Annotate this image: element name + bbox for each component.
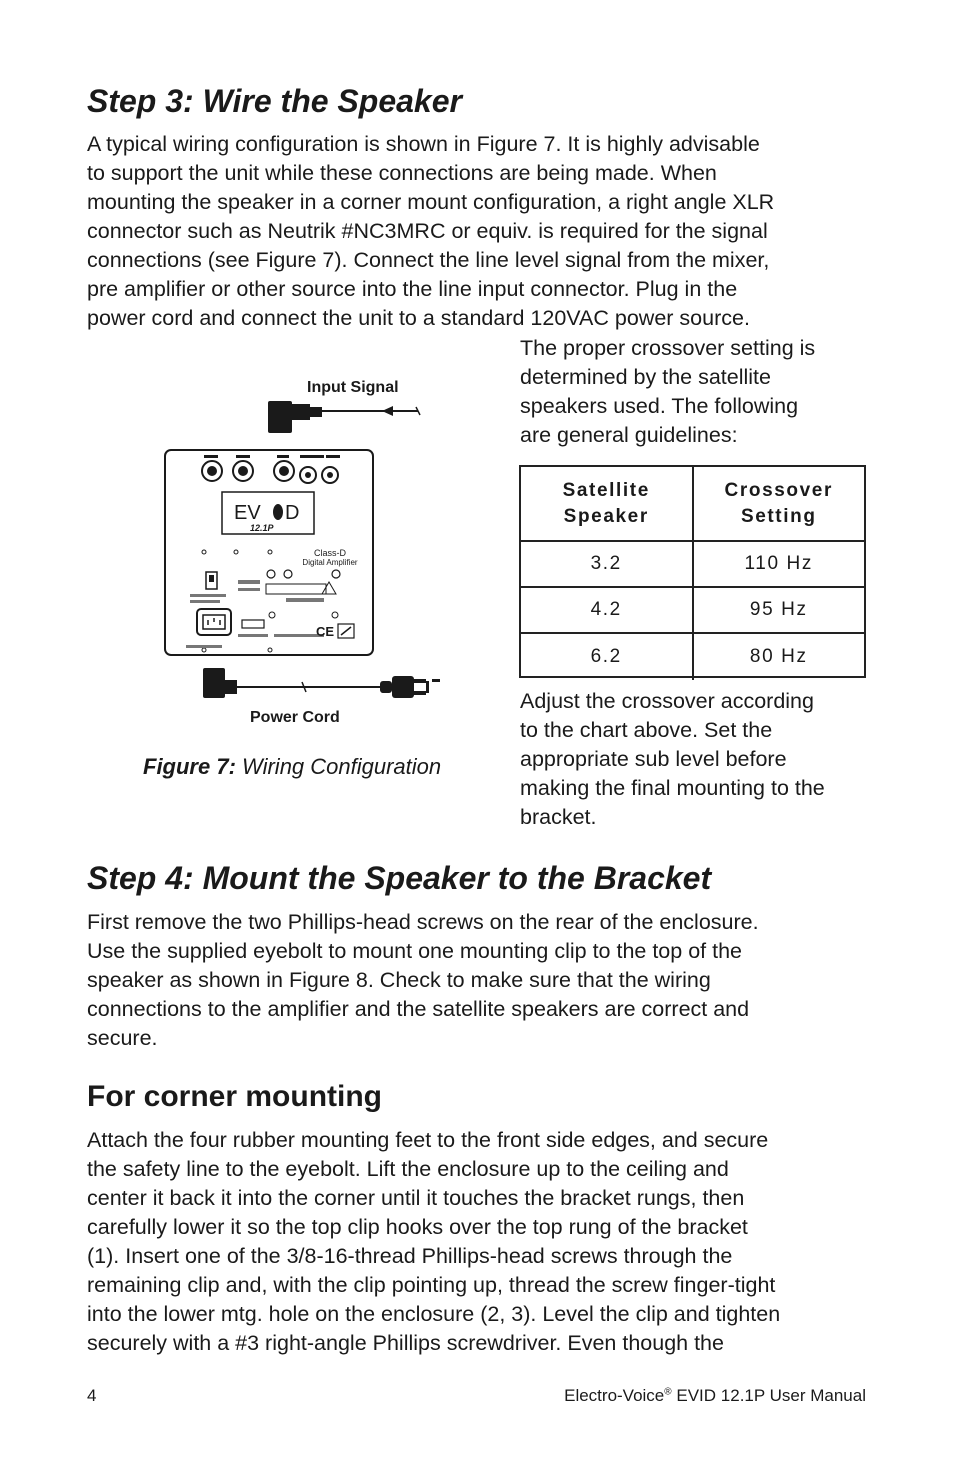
corner-mounting-paragraph: [87, 1126, 877, 1358]
ce-mark-icon: CE: [316, 624, 335, 639]
text-line: making the final mounting to the: [520, 776, 825, 800]
text-line: to support the unit while these connections are being made. When: [87, 161, 717, 185]
panel-model-text: 12.1P: [250, 523, 274, 533]
figure-caption-text: Wiring Configuration: [235, 754, 442, 779]
text-line: secure.: [87, 1026, 158, 1050]
header-line: Satellite: [562, 479, 650, 501]
input-signal-label: Input Signal: [307, 379, 399, 396]
panel-logo-text: EV: [234, 502, 261, 524]
step3-heading: Step 3: Wire the Speaker: [87, 83, 462, 119]
figure-caption-label: Figure 7:: [143, 754, 236, 779]
power-cord-icon: [203, 668, 440, 698]
corner-mounting-heading: For corner mounting: [87, 1080, 382, 1113]
text-line: remaining clip and, with the clip pointing up, thread the screw finger-tight: [87, 1273, 776, 1297]
step4-heading: Step 4: Mount the Speaker to the Bracket: [87, 860, 712, 896]
footer-brand: Electro-Voice: [564, 1386, 665, 1405]
table-cell: 3.2: [521, 542, 694, 586]
step4-paragraph: [87, 908, 877, 1053]
table-cell: 6.2: [521, 634, 694, 680]
panel-amp-text: Class-D: [313, 548, 347, 558]
text-line: into the lower mtg. hole on the enclosure (2, 3). Level the clip and tighten: [87, 1302, 781, 1326]
table-cell: 110 Hz: [744, 553, 813, 574]
text-line: connections to the amplifier and the satellite speakers are correct and: [87, 997, 750, 1021]
header-line: Crossover: [724, 479, 833, 501]
text-line: are general guidelines:: [520, 423, 738, 447]
text-line: Use the supplied eyebolt to mount one mounting clip to the top of the: [87, 939, 742, 963]
text-line: bracket.: [520, 805, 597, 829]
amplifier-rear-panel: [165, 450, 373, 655]
text-line: Adjust the crossover according: [520, 689, 814, 713]
text-line: to the chart above. Set the: [520, 718, 773, 742]
text-line: speakers used. The following: [520, 394, 799, 418]
text-line: determined by the satellite: [520, 365, 771, 389]
text-line: power cord and connect the unit to a standard 120VAC power source.: [87, 306, 750, 330]
text-line: speaker as shown in Figure 8. Check to make sure that the wiring: [87, 968, 711, 992]
panel-logo-mark: [273, 504, 283, 520]
text-line: carefully lower it so the top clip hooks over the top rung of the bracket: [87, 1215, 748, 1239]
table-row: [521, 588, 864, 634]
registered-mark: ®: [664, 1386, 672, 1398]
text-line: A typical wiring configuration is shown in Figure 7. It is highly advisable: [87, 132, 760, 156]
figure-caption: [143, 754, 441, 780]
text-line: The proper crossover setting is: [520, 336, 816, 360]
text-line: First remove the two Phillips-head screws on the rear of the enclosure.: [87, 910, 759, 934]
text-line: the safety line to the eyebolt. Lift the enclosure up to the ceiling and: [87, 1157, 729, 1181]
text-line: appropriate sub level before: [520, 747, 787, 771]
header-line: Setting: [740, 505, 817, 527]
step3-paragraph: [87, 130, 877, 333]
table-cell: 80 Hz: [749, 646, 808, 667]
table-row: [521, 634, 864, 680]
text-line: pre amplifier or other source into the line input connector. Plug in the: [87, 277, 738, 301]
table-cell: 95 Hz: [749, 599, 808, 620]
crossover-intro: [520, 334, 870, 450]
text-line: securely with a #3 right-angle Phillips screwdriver. Even though the: [87, 1331, 724, 1355]
text-line: (1). Insert one of the 3/8-16-thread Phillips-head screws through the: [87, 1244, 733, 1268]
panel-amp-text: Digital Amplifier: [302, 558, 358, 567]
crossover-table: [519, 465, 866, 678]
text-line: Attach the four rubber mounting feet to the front side edges, and secure: [87, 1128, 769, 1152]
page-number: 4: [87, 1386, 97, 1405]
crossover-adjust-paragraph: [520, 687, 870, 832]
text-line: center it back it into the corner until it touches the bracket rungs, then: [87, 1186, 745, 1210]
wiring-diagram: [150, 368, 450, 734]
xlr-connector-icon: [268, 401, 420, 433]
table-header-cell: [694, 467, 865, 540]
header-line: Speaker: [563, 505, 649, 527]
footer-manual-title: [564, 1386, 866, 1406]
panel-logo-text-right: D: [285, 502, 300, 524]
text-line: connector such as Neutrik #NC3MRC or equiv. is required for the signal: [87, 219, 768, 243]
text-line: connections (see Figure 7). Connect the line level signal from the mixer,: [87, 248, 770, 272]
text-line: mounting the speaker in a corner mount configuration, a right angle XLR: [87, 190, 775, 214]
table-header-cell: [521, 467, 694, 540]
table-header-row: [521, 467, 864, 542]
table-row: [521, 542, 864, 588]
table-cell: 4.2: [521, 588, 694, 632]
power-cord-label: Power Cord: [250, 709, 340, 726]
footer-manual-name: EVID 12.1P User Manual: [671, 1386, 866, 1405]
